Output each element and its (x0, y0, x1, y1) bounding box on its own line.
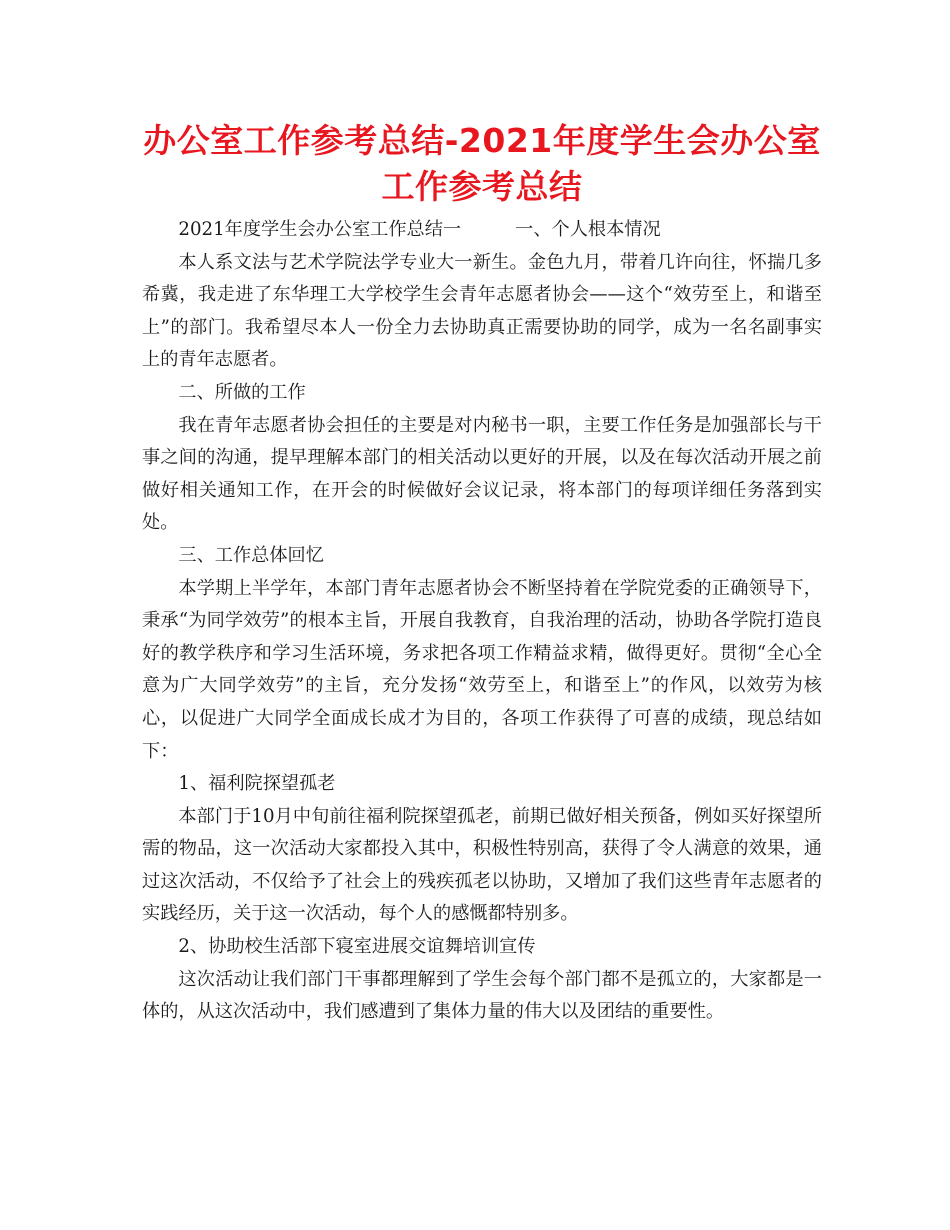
paragraph: 我在青年志愿者协会担任的主要是对内秘书一职，主要工作任务是加强部长与干事之间的沟通，提早理解本部门的相关活动以更好的开展，以及在每次活动开展之前做好相关通知工作，在开会的时候做好会议记录，将本部门的每项详细任务落到实处。 (142, 414, 822, 534)
paragraph: 本学期上半学年，本部门青年志愿者协会不断坚持着在学院党委的正确领导下，秉承“为同学效劳”的根本主旨，开展自我教育，自我治理的活动，协助各学院打造良好的教学秩序和学习生活环境，务求把各项工作精益求精，做得更好。贯彻“全心全意为广大同学效劳”的主旨，充分发扬“效劳至上，和谐至上”的作风，以效劳为核心，以促进广大同学全面成长成才为目的，各项工作获得了可喜的成绩，现总结如下： (142, 577, 822, 762)
paragraph: 本人系文法与艺术学院法学专业大一新生。金色九月，带着几许向往，怀揣几多希冀，我走进了东华理工大学校学生会青年志愿者协会——这个“效劳至上，和谐至上”的部门。我希望尽本人一份全力去协助真正需要协助的同学，成为一名名副事实上的青年志愿者。 (142, 251, 822, 371)
document-body (142, 214, 822, 1029)
intro-right: 一、个人根本情况 (515, 219, 661, 240)
section-heading: 三、工作总体回忆 (178, 544, 324, 566)
paragraph: 本部门于10月中旬前往福利院探望孤老，前期已做好相关预备，例如买好探望所需的物品，这一次活动大家都投入其中，积极性特别高，获得了令人满意的效果，通过这次活动，不仅给予了社会上的残疾孤老以协助，又增加了我们这些青年志愿者的实践经历，关于这一次活动，每个人的感慨都特别多。 (142, 805, 822, 925)
section-heading: 2、协助校生活部下寝室进展交谊舞培训宣传 (178, 936, 536, 958)
section-heading: 二、所做的工作 (178, 381, 306, 403)
section-heading: 1、福利院探望孤老 (178, 773, 336, 795)
document-title: 办公室工作参考总结-2021年度学生会办公室工作参考总结 (143, 121, 821, 206)
intro-line (142, 214, 822, 247)
paragraph: 这次活动让我们部门干事都理解到了学生会每个部门都不是孤立的，大家都是一体的，从这次活动中，我们感遭到了集体力量的伟大以及团结的重要性。 (142, 968, 822, 1023)
intro-left: 2021年度学生会办公室工作总结一 (178, 219, 462, 240)
